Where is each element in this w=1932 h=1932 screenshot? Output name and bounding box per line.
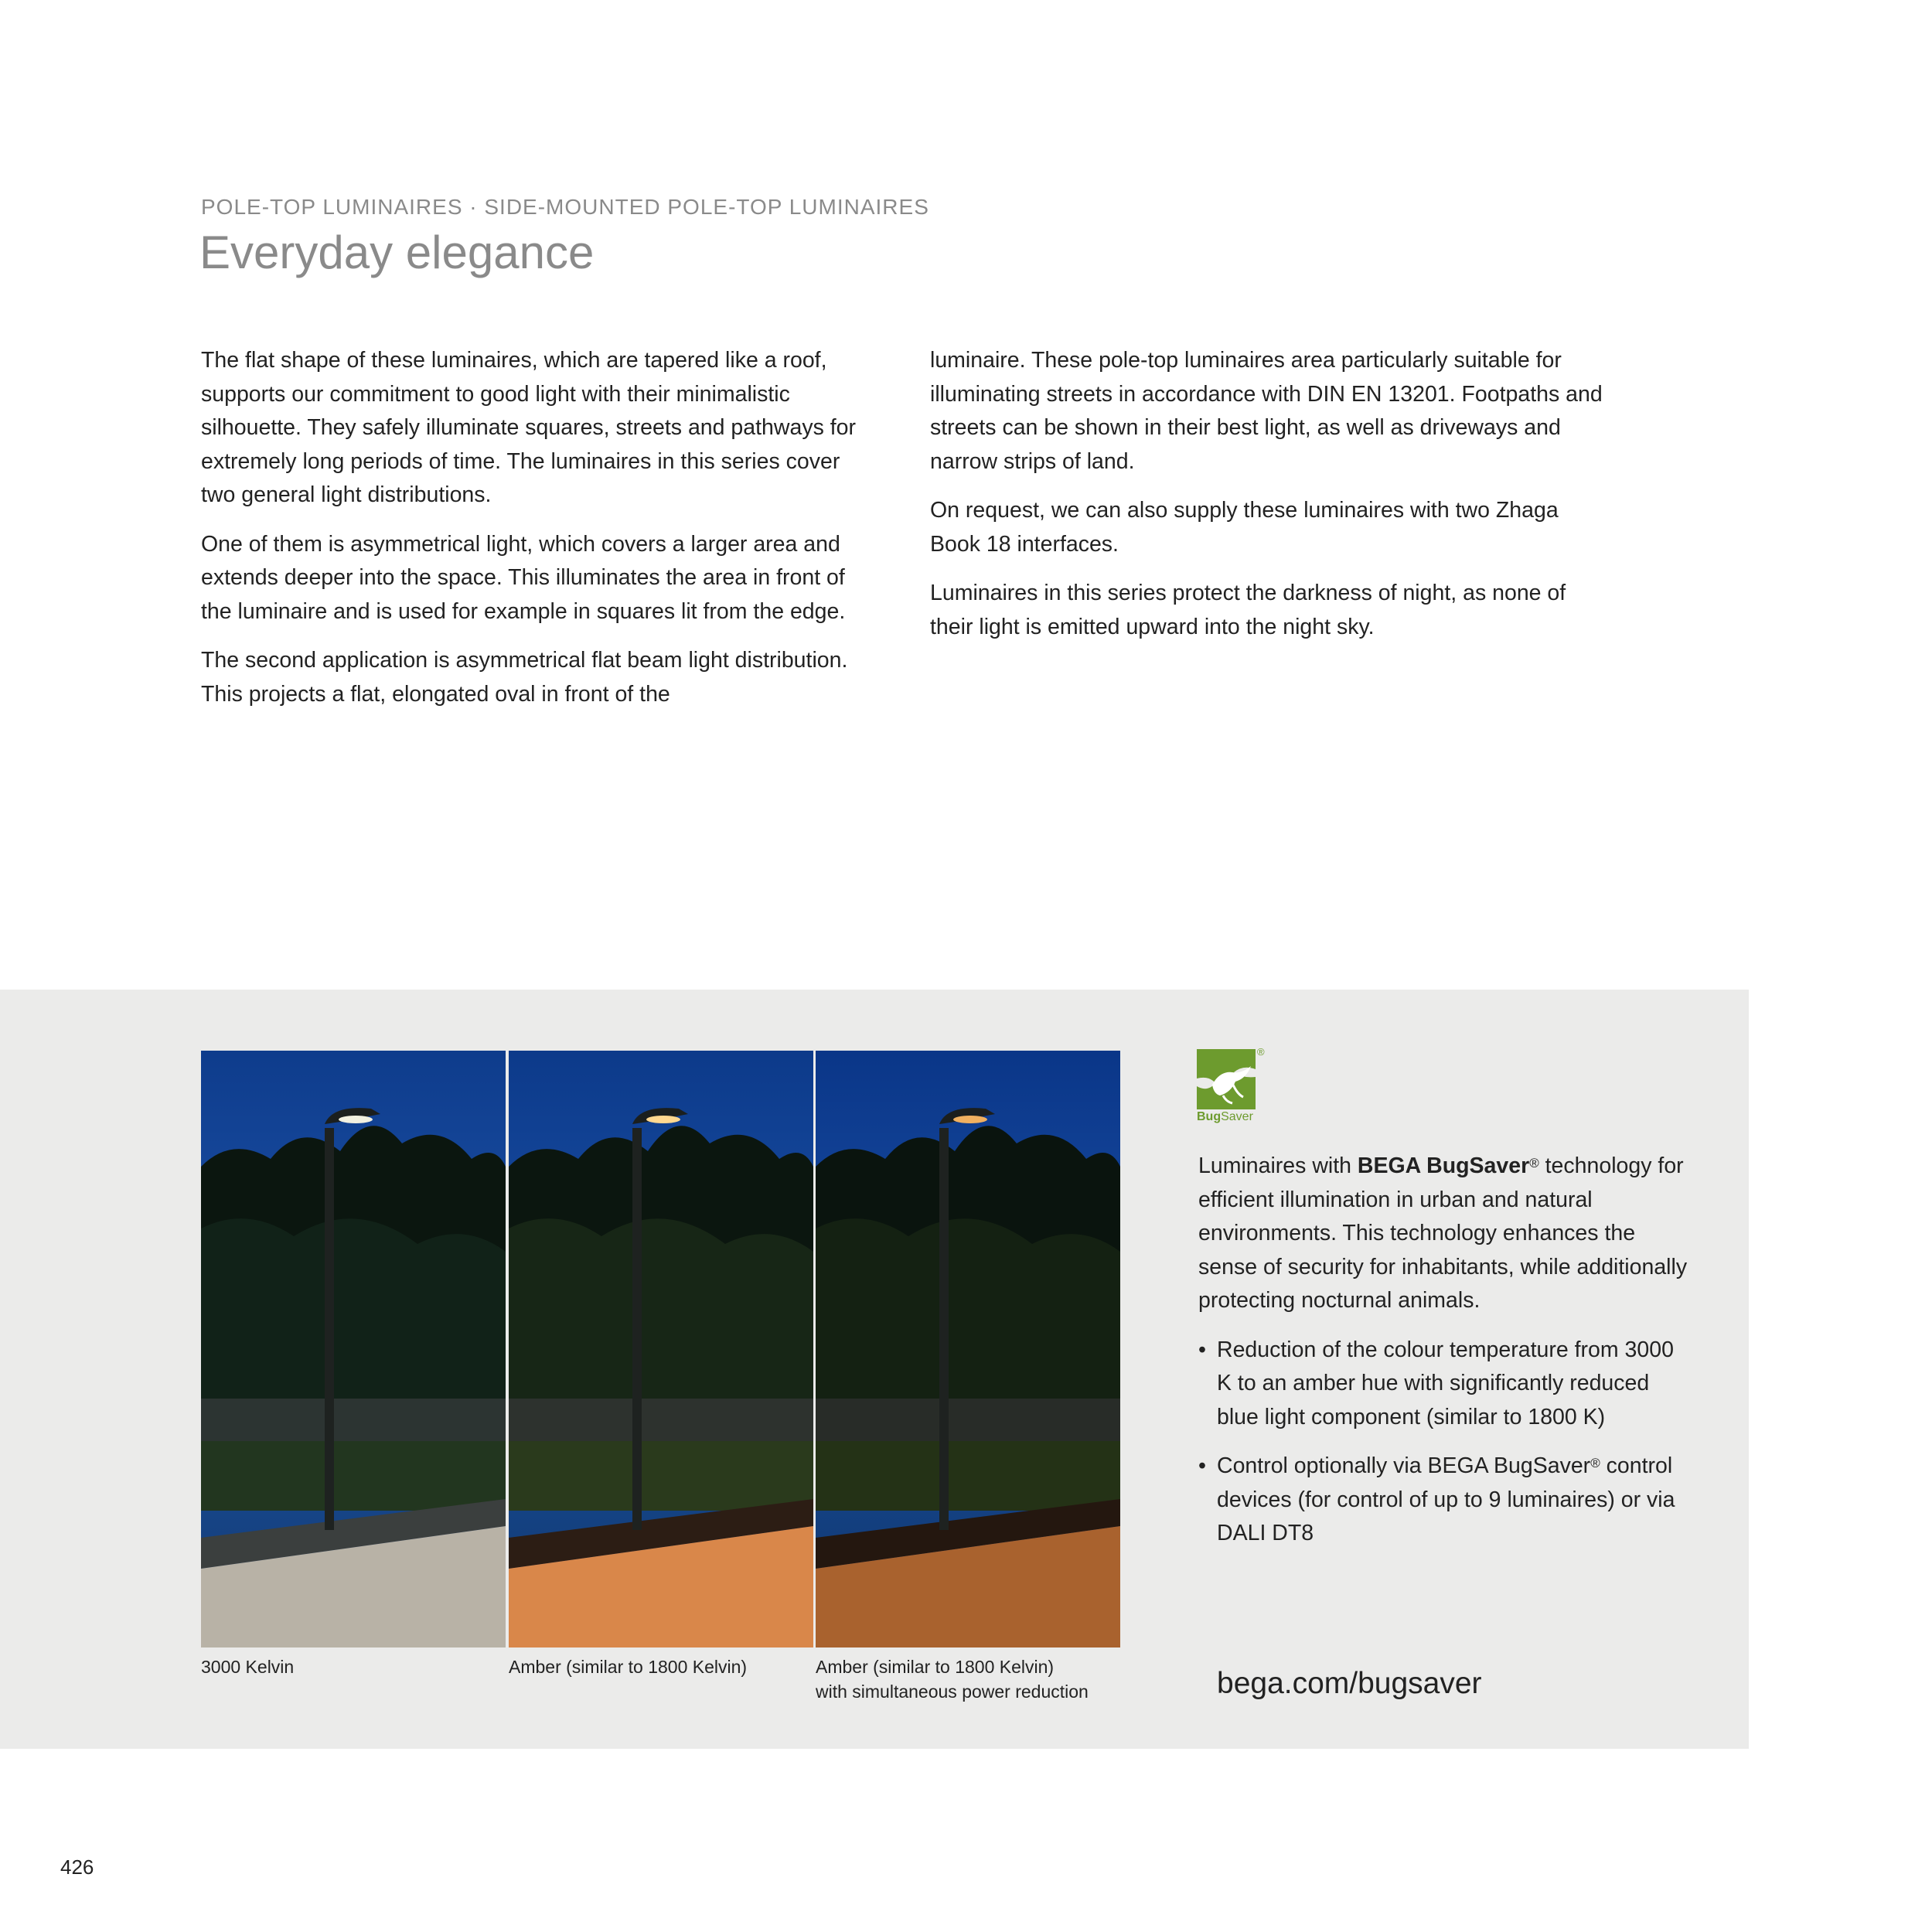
moth-icon [1197,1049,1266,1109]
list-item: • Reduction of the colour temperature from 3000 K to an amber hue with significantly reduced blue light component (similar to 1800 K) [1198,1337,1674,1429]
photo-caption [816,1654,1117,1704]
luminaire-photo-amber [509,1051,813,1647]
brand-name: BEGA BugSaver [1357,1153,1530,1178]
photo-caption [509,1654,810,1679]
caption-line: Amber (similar to 1800 Kelvin) [509,1657,748,1677]
luminaire-photo-3000k [201,1051,506,1647]
intro-paragraph: The second application is asymmetrical flat beam light distribution. This projects a flat, elongated oval in front of the [201,648,848,707]
intro-column-right [930,344,1603,659]
list-item: • Control optionally via BEGA BugSaver® control devices (for control of up to 9 luminaires) or via DALI DT8 [1198,1453,1675,1545]
intro-paragraph: The flat shape of these luminaires, which are tapered like a roof, supports our commitment to good light with their minimalistic silhouette. They safely illuminate squares, streets and pathways for extremely long periods of time. The luminaires in this series cover two general light distributions. [201,348,856,507]
page-title: Everyday elegance [199,227,595,278]
intro-column-left [201,344,874,727]
page-number: 426 [60,1855,94,1879]
logo-label: BugSaver [1197,1110,1253,1123]
feature-list [1198,1334,1693,1551]
intro-paragraph: luminaire. These pole-top luminaires area particularly suitable for illuminating streets in accordance with DIN EN 13201. Footpaths and streets can be shown in their best light, as well as driveways and narrow strips of land. [930,348,1603,474]
registered-mark: ® [1257,1046,1265,1058]
bugsaver-logo [1197,1046,1266,1126]
intro-paragraph: Luminaires in this series protect the darkness of night, as none of their light is emitted upward into the night sky. [930,581,1566,639]
bugsaver-link[interactable]: bega.com/bugsaver [1217,1667,1482,1700]
photo-caption [201,1654,503,1679]
bugsaver-intro: Luminaires with BEGA BugSaver® technology for efficient illumination in urban and natural environments. This technology enhances the sense of security for inhabitants, while additionally protecting nocturnal animals. [1198,1153,1688,1313]
luminaire-photo-amber-reduced [816,1051,1120,1647]
caption-line: 3000 Kelvin [201,1657,295,1677]
intro-paragraph: One of them is asymmetrical light, which covers a larger area and extends deeper into the space. This illuminates the area in front of the luminaire and is used for example in squares lit from the edge. [201,531,846,624]
caption-line: Amber (similar to 1800 Kelvin) [816,1657,1055,1677]
caption-line: with simultaneous power reduction [816,1682,1089,1702]
intro-paragraph: On request, we can also supply these luminaires with two Zhaga Book 18 interfaces. [930,498,1559,557]
section-kicker: POLE-TOP LUMINAIRES · SIDE-MOUNTED POLE-TOP LUMINAIRES [201,195,929,219]
bugsaver-description [1198,1150,1693,1566]
